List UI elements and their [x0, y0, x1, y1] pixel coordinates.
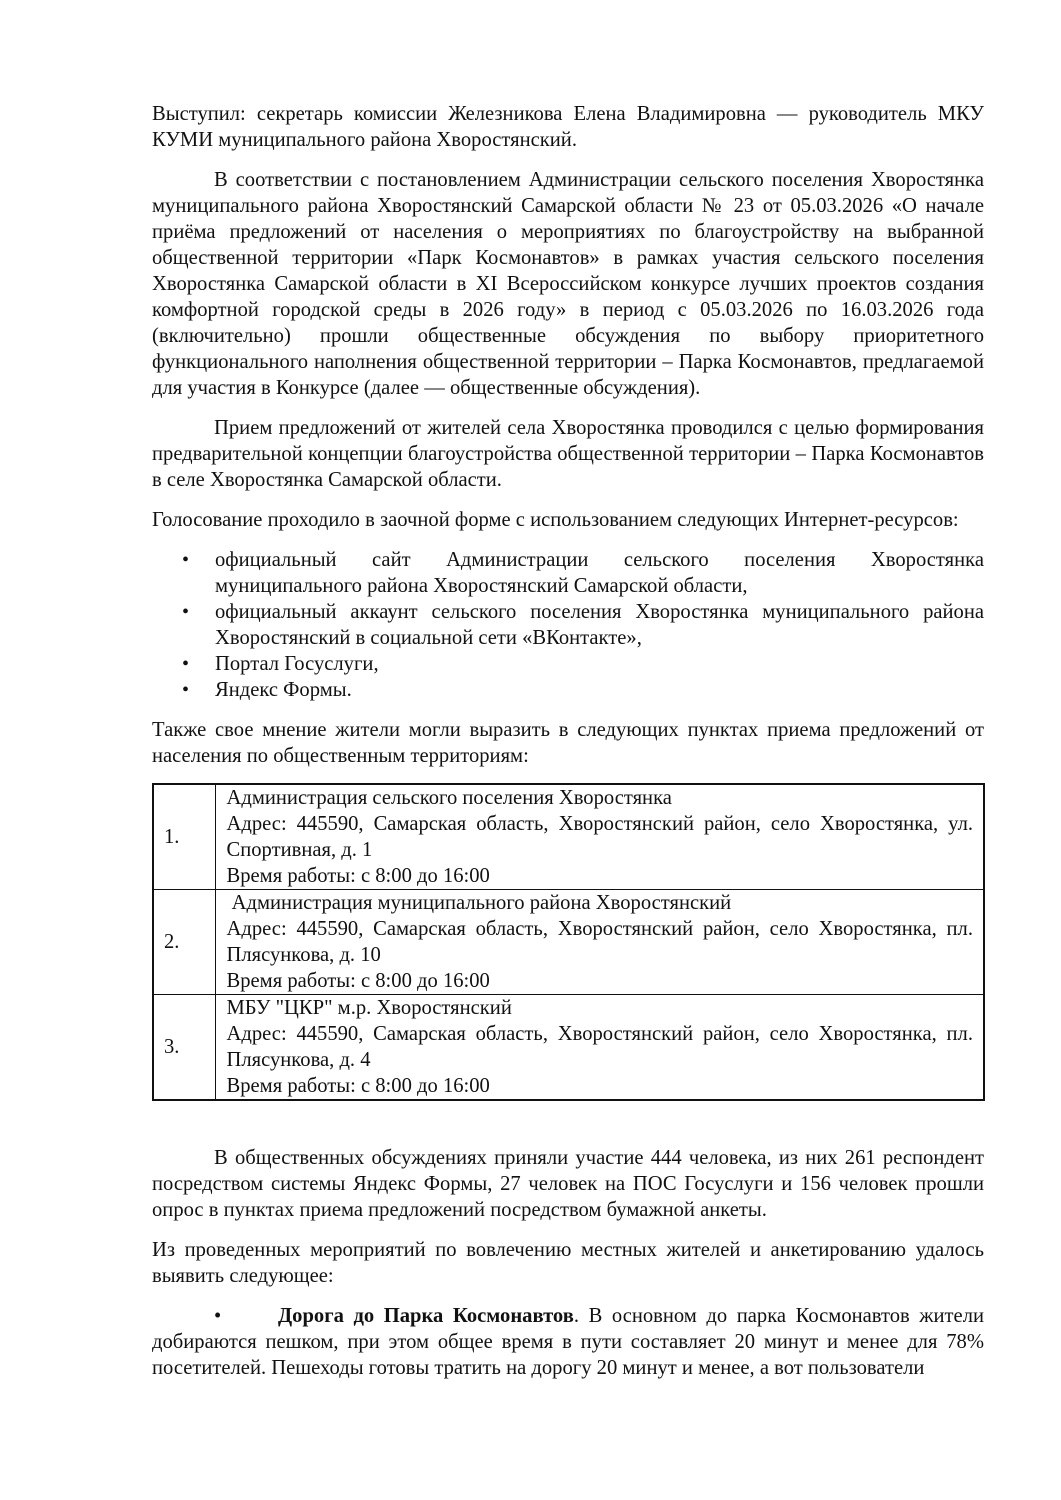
bullet-icon: • — [182, 679, 190, 701]
reception-points-table — [152, 783, 985, 1101]
table-row — [153, 784, 984, 890]
bullet-icon: • — [182, 549, 190, 571]
finding-title: Дорога до Парка Космонавтов — [278, 1305, 574, 1327]
resource-text: официальный сайт Администрации сельского поселения Хворостянка муниципального района Хворостянский Самарской области, — [215, 549, 984, 597]
list-item — [152, 547, 984, 599]
list-item — [152, 677, 984, 703]
resources-list — [152, 547, 984, 703]
list-item — [152, 599, 984, 651]
point-info — [215, 890, 984, 995]
purpose-paragraph: Прием предложений от жителей села Хворостянка проводился с целью формирования предварительной концепции благоустройства общественной территории – Парка Космонавтов в селе Хворостянка Самарской области. — [152, 417, 984, 491]
point-hours: Время работы: с 8:00 до 16:00 — [226, 1075, 490, 1097]
bullet-icon: • — [182, 653, 190, 675]
table-row — [153, 890, 984, 995]
resolution-paragraph: В соответствии с постановлением Администрации сельского поселения Хворостянка муниципального района Хворостянский Самарской области № 23 от 05.03.2026 «О начале приёма предложений от населения о мероприятиях по благоустройству на выбранной общественной территории «Парк Космонавтов» в рамках участия сельского поселения Хворостянка Самарской области в XI Всероссийском конкурсе лучших проектов создания комфортной городской среды в 2026 году» в период с 05.03.2026 по 16.03.2026 года (включительно) прошли общественные обсуждения по выбору приоритетного функционального наполнения общественной территории – Парка Космонавтов, предлагаемой для участия в Конкурсе (далее — общественные обсуждения). — [152, 169, 984, 399]
point-name: Администрация сельского поселения Хворостянка — [226, 787, 672, 809]
list-item — [152, 651, 984, 677]
finding-item — [152, 1303, 984, 1381]
point-address: Адрес: 445590, Самарская область, Хворостянский район, село Хворостянка, ул. Спортивная, д. 1 — [226, 813, 973, 861]
row-number: 3. — [153, 995, 215, 1101]
voting-intro-paragraph: Голосование проходило в заочной форме с использованием следующих Интернет-ресурсов: — [152, 509, 959, 531]
point-name: Администрация муниципального района Хворостянский — [226, 892, 732, 914]
point-address: Адрес: 445590, Самарская область, Хворостянский район, село Хворостянка, пл. Плясункова, д. 4 — [226, 1023, 973, 1071]
point-hours: Время работы: с 8:00 до 16:00 — [226, 970, 490, 992]
resource-text: Яндекс Формы. — [215, 679, 352, 701]
point-info — [215, 995, 984, 1101]
participants-paragraph: В общественных обсуждениях приняли участие 444 человека, из них 261 респондент посредством системы Яндекс Формы, 27 человек на ПОС Госуслуги и 156 человек прошли опрос в пунктах приема предложений посредством бумажной анкеты. — [152, 1147, 984, 1221]
resource-text: официальный аккаунт сельского поселения Хворостянка муниципального района Хворостянский в социальной сети «ВКонтакте», — [215, 601, 984, 649]
point-address: Адрес: 445590, Самарская область, Хворостянский район, село Хворостянка, пл. Плясункова, д. 10 — [226, 918, 973, 966]
speaker-paragraph: Выступил: секретарь комиссии Железникова Елена Владимировна — руководитель МКУ КУМИ муниципального района Хворостянский. — [152, 103, 984, 151]
row-number: 2. — [153, 890, 215, 995]
row-number: 1. — [153, 784, 215, 890]
document-page — [152, 101, 984, 1381]
bullet-icon: • — [182, 601, 190, 623]
bullet-icon: • — [214, 1305, 222, 1327]
points-intro-paragraph: Также свое мнение жители могли выразить в следующих пунктах приема предложений от населения по общественным территориям: — [152, 719, 984, 767]
point-info — [215, 784, 984, 890]
resource-text: Портал Госуслуги, — [215, 653, 379, 675]
point-hours: Время работы: с 8:00 до 16:00 — [226, 865, 490, 887]
finding-text: . В основном до парка Космонавтов жители добираются пешком, при этом общее время в пути составляет 20 минут и менее для 78% посетителей. Пешеходы готовы тратить на дорогу 20 минут и менее, а вот пользователи — [152, 1305, 984, 1379]
table-row — [153, 995, 984, 1101]
point-name: МБУ "ЦКР" м.р. Хворостянский — [226, 997, 512, 1019]
findings-intro-paragraph: Из проведенных мероприятий по вовлечению местных жителей и анкетированию удалось выявить следующее: — [152, 1239, 984, 1287]
